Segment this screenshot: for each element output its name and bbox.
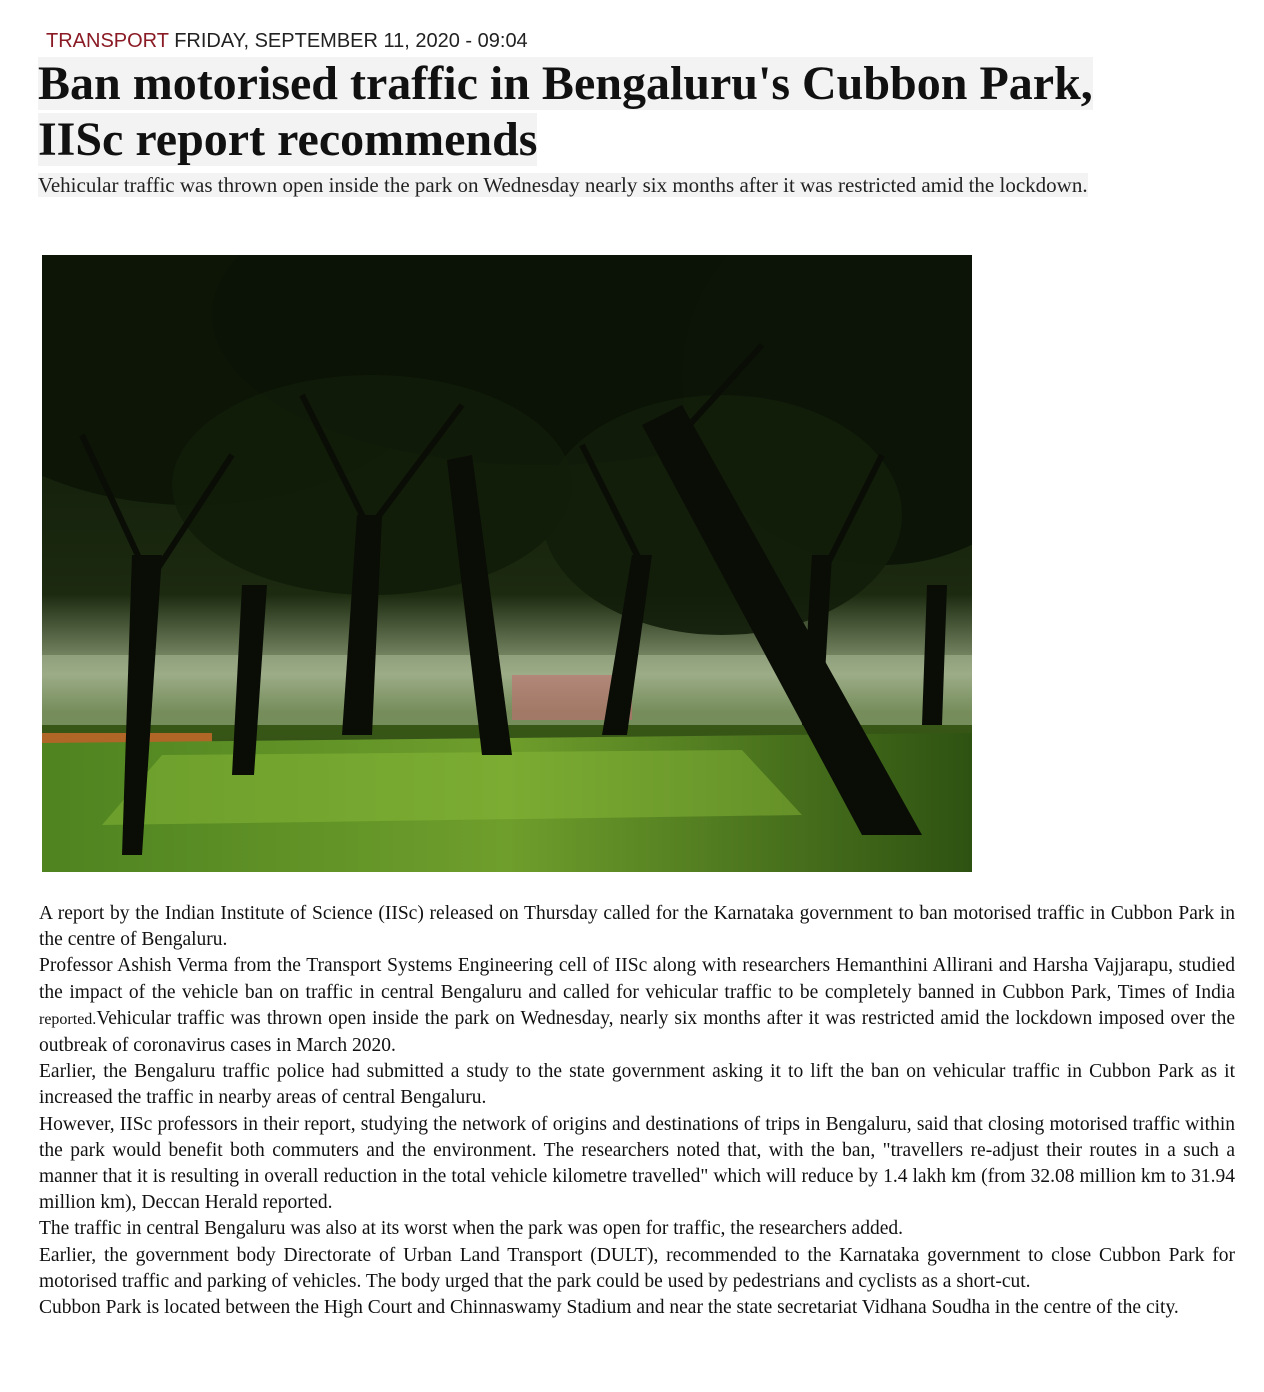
body-paragraph-2 <box>39 953 1235 1059</box>
section-label[interactable]: TRANSPORT <box>46 30 169 52</box>
body-paragraph-6: Earlier, the government body Directorate of Urban Land Transport (DULT), recommended to the Karnataka government to close Cubbon Park for motorised traffic and parking of vehicles. The body urged that the park could be used by pedestrians and cyclists as a short-cut. <box>39 1244 1235 1292</box>
article-kicker <box>46 29 528 53</box>
dateline: FRIDAY, SEPTEMBER 11, 2020 - 09:04 <box>174 30 528 52</box>
body-paragraph-4: However, IISc professors in their report, studying the network of origins and destinations of trips in Bengaluru, said that closing motorised traffic within the park would benefit both commuters and the environment. The researchers noted that, with the ban, "travellers re-adjust their routes in a such a manner that it is resulting in overall reduction in the total vehicle kilometre travelled" which will reduce by 1.4 lakh km (from 32.08 million km to 31.94 million km), Deccan Herald reported. <box>39 1113 1235 1214</box>
body-paragraph-1: A report by the Indian Institute of Science (IISc) released on Thursday called for the Karnataka government to ban motorised traffic in Cubbon Park in the centre of Bengaluru. <box>39 903 1235 951</box>
body-paragraph-7: Cubbon Park is located between the High Court and Chinnaswamy Stadium and near the state secretariat Vidhana Soudha in the centre of the city. <box>39 1297 1179 1319</box>
article-photo <box>42 255 972 872</box>
photo-trees-park-icon <box>42 255 972 872</box>
headline-line-2: IISc report recommends <box>38 113 538 166</box>
body-paragraph-5: The traffic in central Bengaluru was also at its worst when the park was open for traffic, the researchers added. <box>39 1218 903 1240</box>
article-subhead <box>38 172 1198 199</box>
article-body <box>39 901 1235 1321</box>
body-paragraph-2-cont: Vehicular traffic was thrown open inside the park on Wednesday, nearly six months after it was restricted amid the lockdown imposed over the outbreak of coronavirus cases in March 2020. <box>39 1007 1235 1057</box>
subhead-text: Vehicular traffic was thrown open inside the park on Wednesday nearly six months after it was restricted amid the lockdown. <box>38 173 1088 197</box>
article-headline <box>38 56 1198 168</box>
reported-link[interactable]: reported. <box>39 1010 97 1028</box>
body-paragraph-2-text: Professor Ashish Verma from the Transport Systems Engineering cell of IISc along with researchers Hemanthini Allirani and Harsha Vajjarapu, studied the impact of the vehicle ban on traffic in central Bengaluru and called for vehicular traffic to be completely banned in Cubbon Park, Times of India <box>39 955 1235 1003</box>
headline-line-1: Ban motorised traffic in Bengaluru's Cubbon Park, <box>38 57 1093 110</box>
body-paragraph-3: Earlier, the Bengaluru traffic police had submitted a study to the state government asking it to lift the ban on vehicular traffic in Cubbon Park as it increased the traffic in nearby areas of central Bengaluru. <box>39 1061 1235 1109</box>
